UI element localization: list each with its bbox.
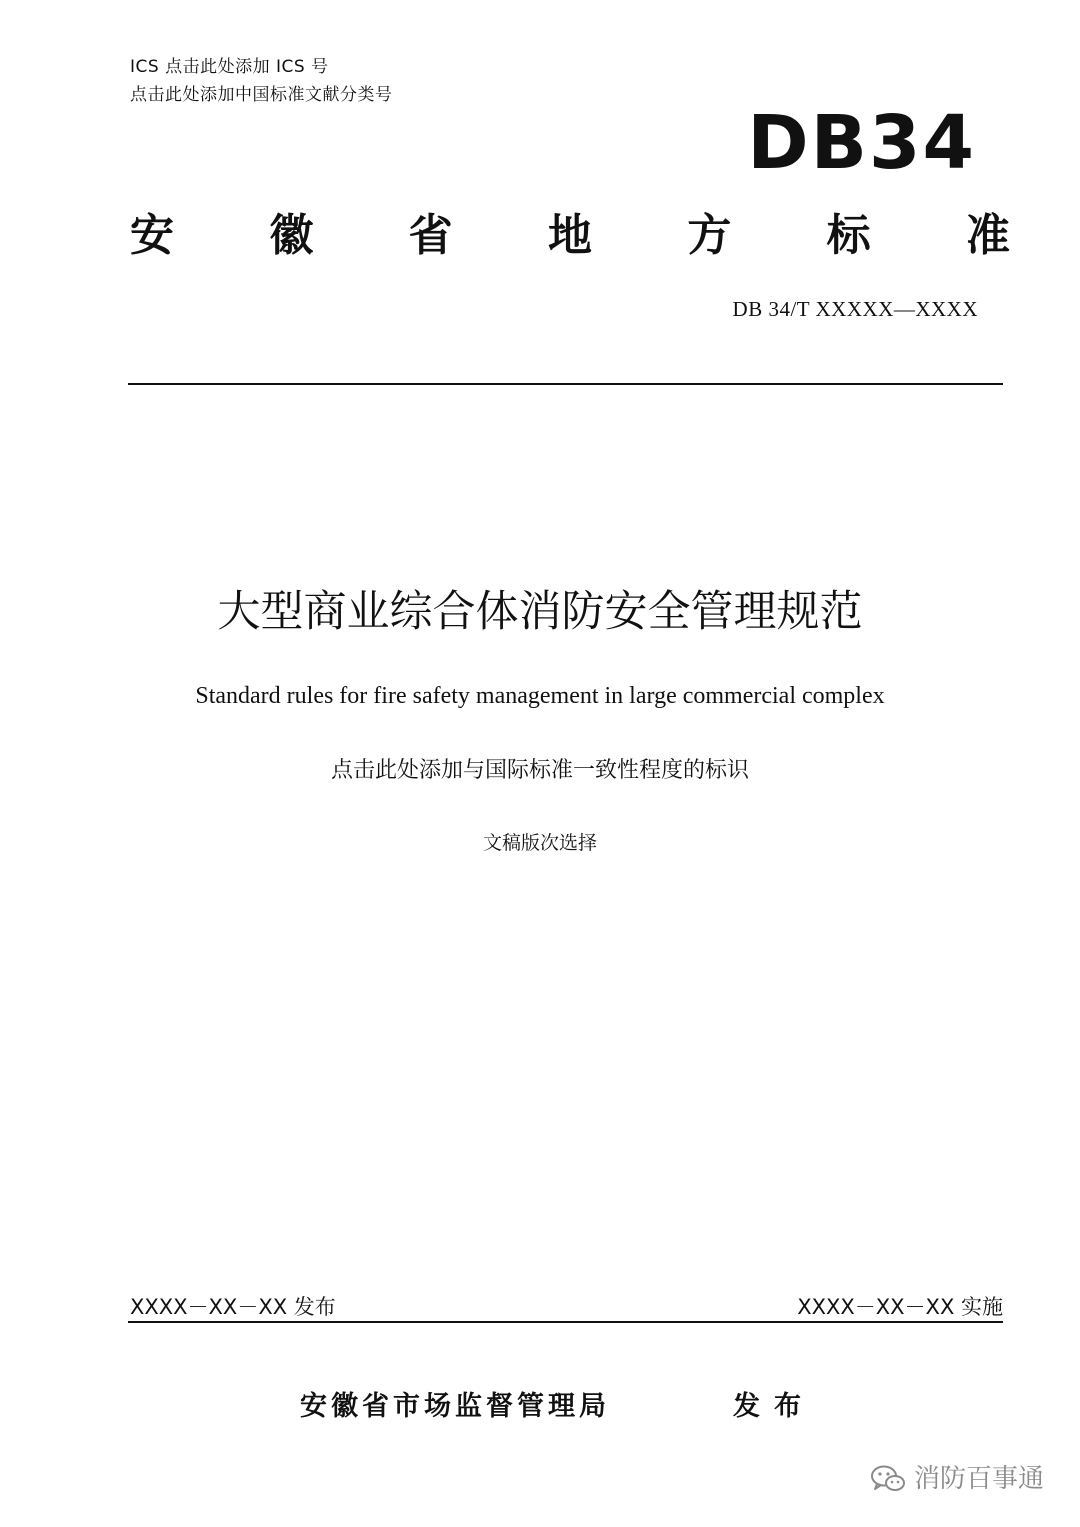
standard-type-heading [130,208,1010,264]
standard-type-char: 准 [965,210,1010,261]
standard-type-char: 省 [408,210,453,261]
db-code: DB34 [747,100,976,186]
standard-type-char: 徽 [269,210,314,261]
standard-type-char: 安 [130,210,174,261]
ccs-classification[interactable]: 点击此处添加中国标准文献分类号 [130,85,393,105]
ics-number[interactable]: ICS 点击此处添加 ICS 号 [130,57,329,77]
wechat-icon [870,1464,906,1494]
publish-date: XXXX－XX－XX 发布 [130,1295,336,1319]
title-chinese: 大型商业综合体消防安全管理规范 [217,587,863,637]
implement-date: XXXX－XX－XX 实施 [797,1295,1003,1319]
standard-number: DB 34/T XXXXX—XXXX [732,297,978,321]
standard-type-char: 标 [826,210,871,261]
bottom-divider [128,1321,1003,1323]
standard-type-char: 地 [547,210,592,261]
watermark-text: 消防百事通 [913,1464,1044,1494]
top-divider [128,383,1003,385]
version-select[interactable]: 文稿版次选择 [482,832,597,854]
watermark [870,1462,1044,1496]
consistency-note[interactable]: 点击此处添加与国际标准一致性程度的标识 [330,758,749,783]
title-english: Standard rules for fire safety management in large commercial complex [195,683,885,709]
issuer-name: 安徽省市场监督管理局 [300,1391,610,1422]
standard-type-char: 方 [687,210,732,261]
issuer-action: 发布 [733,1391,815,1422]
